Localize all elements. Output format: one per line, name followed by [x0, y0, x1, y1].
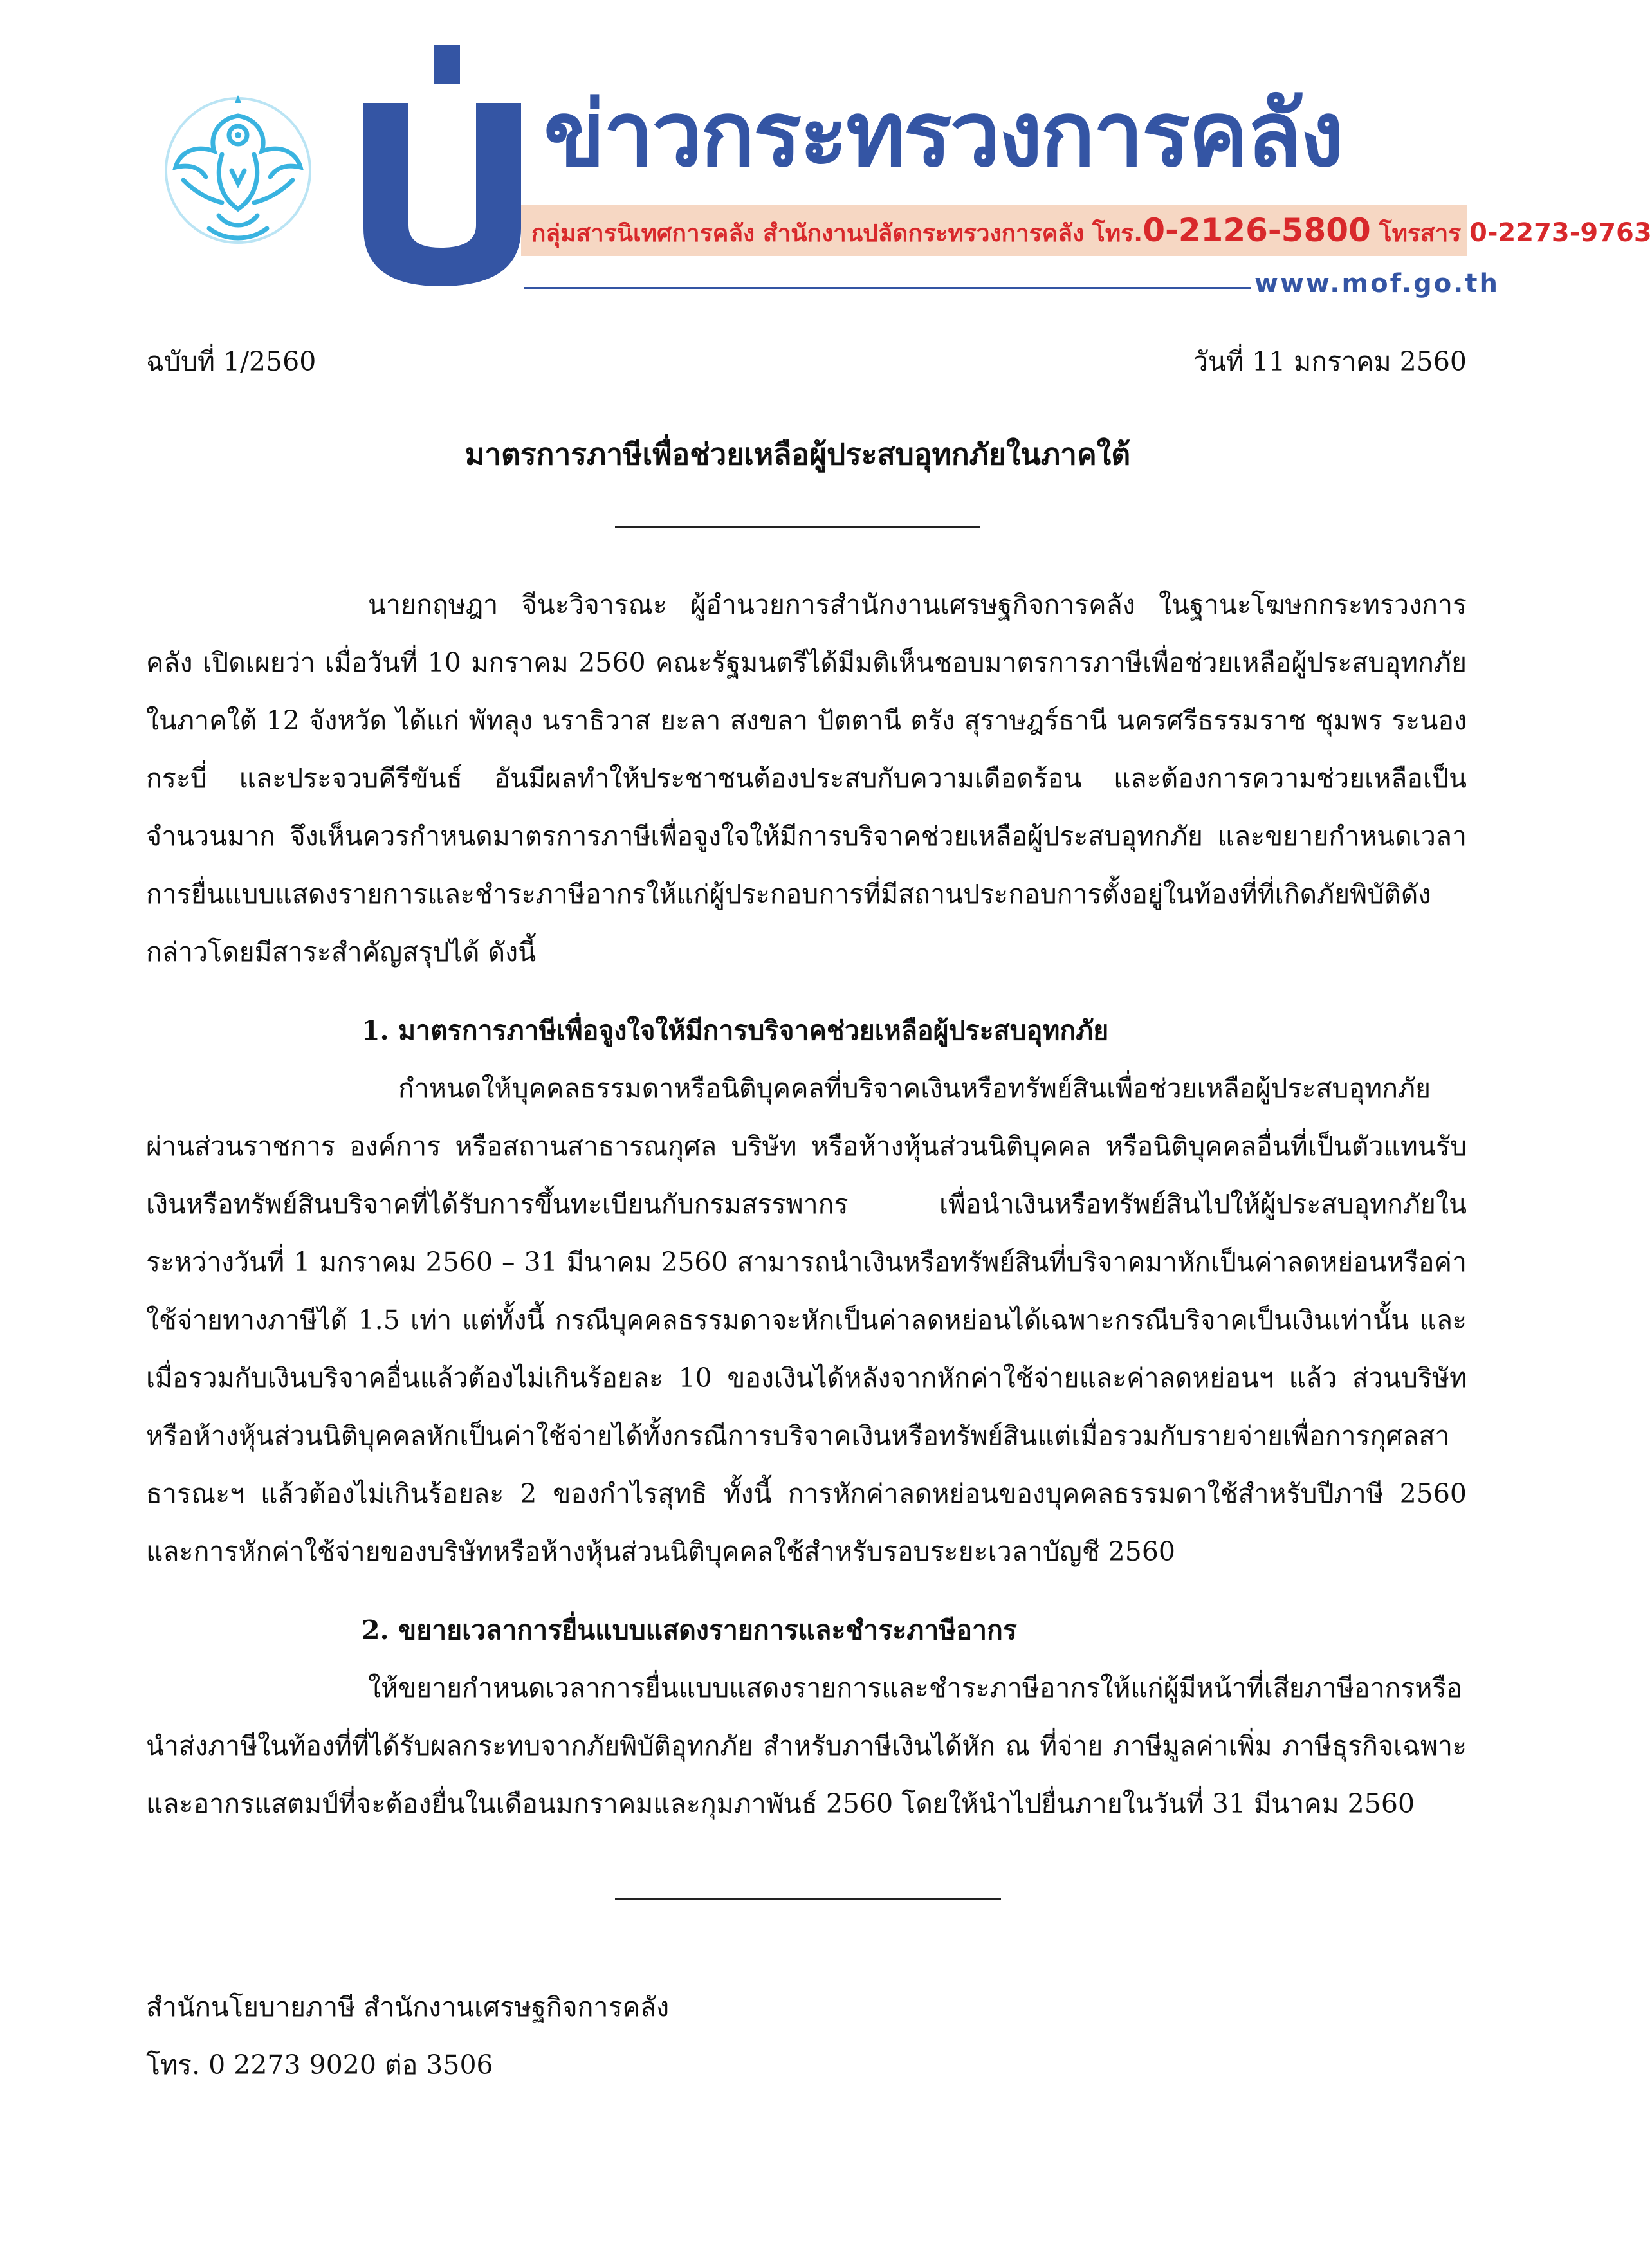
fax-number: 0-2273-9763: [1469, 218, 1652, 248]
footer-phone: โทร. 0 2273 9020 ต่อ 3506: [146, 2050, 493, 2080]
document-title: มาตรการภาษีเพื่อช่วยเหลือผู้ประสบอุทกภัยในภาคใต้: [464, 437, 1131, 472]
footer-contact: [146, 1978, 669, 2094]
garuda-emblem-icon: [158, 90, 318, 251]
section-1-heading: 1. มาตรการภาษีเพื่อจูงใจให้มีการบริจาคช่วยเหลือผู้ประสบอุทกภัย: [362, 1015, 1109, 1046]
header-rule: [524, 287, 1251, 289]
tel-label: โทร.: [1092, 219, 1143, 247]
document-body: [146, 576, 1467, 1833]
masthead-title: ข่าวกระทรวงการคลัง: [544, 82, 1342, 187]
issue-date: วันที่ 11 มกราคม 2560: [1193, 346, 1467, 377]
intro-paragraph: นายกฤษฎา จีนะวิจารณะ ผู้อำนวยการสำนักงานเศรษฐกิจการคลัง ในฐานะโฆษกกระทรวงการคลัง เปิดเผยว่า เมื่อวันที่ 10 มกราคม 2560 คณะรัฐมนตรีได้มีมติเห็นชอบมาตรการภาษีเพื่อช่วยเหลือผู้ประสบอุทกภัยในภาคใต้ 12 จังหวัด ได้แก่ พัทลุง นราธิวาส ยะลา สงขลา ปัตตานี ตรัง สุราษฎร์ธานี นครศรีธรรมราช ชุมพร ระนอง กระบี่ และประจวบคีรีขันธ์ อันมีผลทำให้ประชาชนต้องประสบกับความเดือดร้อน และต้องการความช่วยเหลือเป็นจำนวนมาก จึงเห็นควรกำหนดมาตรการภาษีเพื่อจูงใจให้มีการบริจาคช่วยเหลือผู้ประสบอุทกภัย และขยายกำหนดเวลาการยื่นแบบแสดงรายการและชำระภาษีอากรให้แก่ผู้ประกอบการที่มีสถานประกอบการตั้งอยู่ในท้องที่ที่เกิดภัยพิบัติดังกล่าวโดยมีสาระสำคัญสรุปได้ ดังนี้: [146, 589, 1467, 968]
tel-number: 0-2126-5800: [1143, 212, 1371, 249]
section-2-heading: 2. ขยายเวลาการยื่นแบบแสดงรายการและชำระภาษีอากร: [362, 1615, 1017, 1646]
website-url: www.mof.go.th: [1254, 269, 1500, 298]
masthead-header: [0, 0, 1652, 322]
masthead-initial-letter: [363, 45, 521, 286]
contact-band: [521, 205, 1652, 256]
footer-office: สำนักนโยบายภาษี สำนักงานเศรษฐกิจการคลัง: [146, 1992, 670, 2022]
section-2-body: ให้ขยายกำหนดเวลาการยื่นแบบแสดงรายการและชำระภาษีอากรให้แก่ผู้มีหน้าที่เสียภาษีอากรหรือนำส่งภาษีในท้องที่ที่ได้รับผลกระทบจากภัยพิบัติอุทกภัย สำหรับภาษีเงินได้หัก ณ ที่จ่าย ภาษีมูลค่าเพิ่ม ภาษีธุรกิจเฉพาะ และอากรแสตมป์ที่จะต้องยื่นในเดือนมกราคมและกุมภาพันธ์ 2560 โดยให้นำไปยื่นภายในวันที่ 31 มีนาคม 2560: [146, 1673, 1467, 1819]
department-name: กลุ่มสารนิเทศการคลัง สำนักงานปลัดกระทรวงการคลัง: [531, 219, 1085, 247]
footer-divider: [615, 1898, 1001, 1900]
section-1-body: กำหนดให้บุคคลธรรมดาหรือนิติบุคคลที่บริจาคเงินหรือทรัพย์สินเพื่อช่วยเหลือผู้ประสบอุทกภัยผ่านส่วนราชการ องค์การ หรือสถานสาธารณกุศล บริษัท หรือห้างหุ้นส่วนนิติบุคคล หรือนิติบุคคลอื่นที่เป็นตัวแทนรับเงินหรือทรัพย์สินบริจาคที่ได้รับการขึ้นทะเบียนกับกรมสรรพากร เพื่อนำเงินหรือทรัพย์สินไปให้ผู้ประสบอุทกภัยในระหว่างวันที่ 1 มกราคม 2560 – 31 มีนาคม 2560 สามารถนำเงินหรือทรัพย์สินที่บริจาคมาหักเป็นค่าลดหย่อนหรือค่าใช้จ่ายทางภาษีได้ 1.5 เท่า แต่ทั้งนี้ กรณีบุคคลธรรมดาจะหักเป็นค่าลดหย่อนได้เฉพาะกรณีบริจาคเป็นเงินเท่านั้น และเมื่อรวมกับเงินบริจาคอื่นแล้วต้องไม่เกินร้อยละ 10 ของเงินได้หลังจากหักค่าใช้จ่ายและค่าลดหย่อนฯ แล้ว ส่วนบริษัทหรือห้างหุ้นส่วนนิติบุคคลหักเป็นค่าใช้จ่ายได้ทั้งกรณีการบริจาคเงินหรือทรัพย์สินแต่เมื่อรวมกับรายจ่ายเพื่อการกุศลสาธารณะฯ แล้วต้องไม่เกินร้อยละ 2 ของกำไรสุทธิ ทั้งนี้ การหักค่าลดหย่อนของบุคคลธรรมดาใช้สำหรับปีภาษี 2560 และการหักค่าใช้จ่ายของบริษัทหรือห้างหุ้นส่วนนิติบุคคลใช้สำหรับรอบระยะเวลาบัญชี 2560: [146, 1073, 1467, 1567]
fax-label: โทรสาร: [1379, 219, 1462, 247]
title-divider: [615, 526, 980, 528]
issue-number: ฉบับที่ 1/2560: [146, 346, 317, 377]
